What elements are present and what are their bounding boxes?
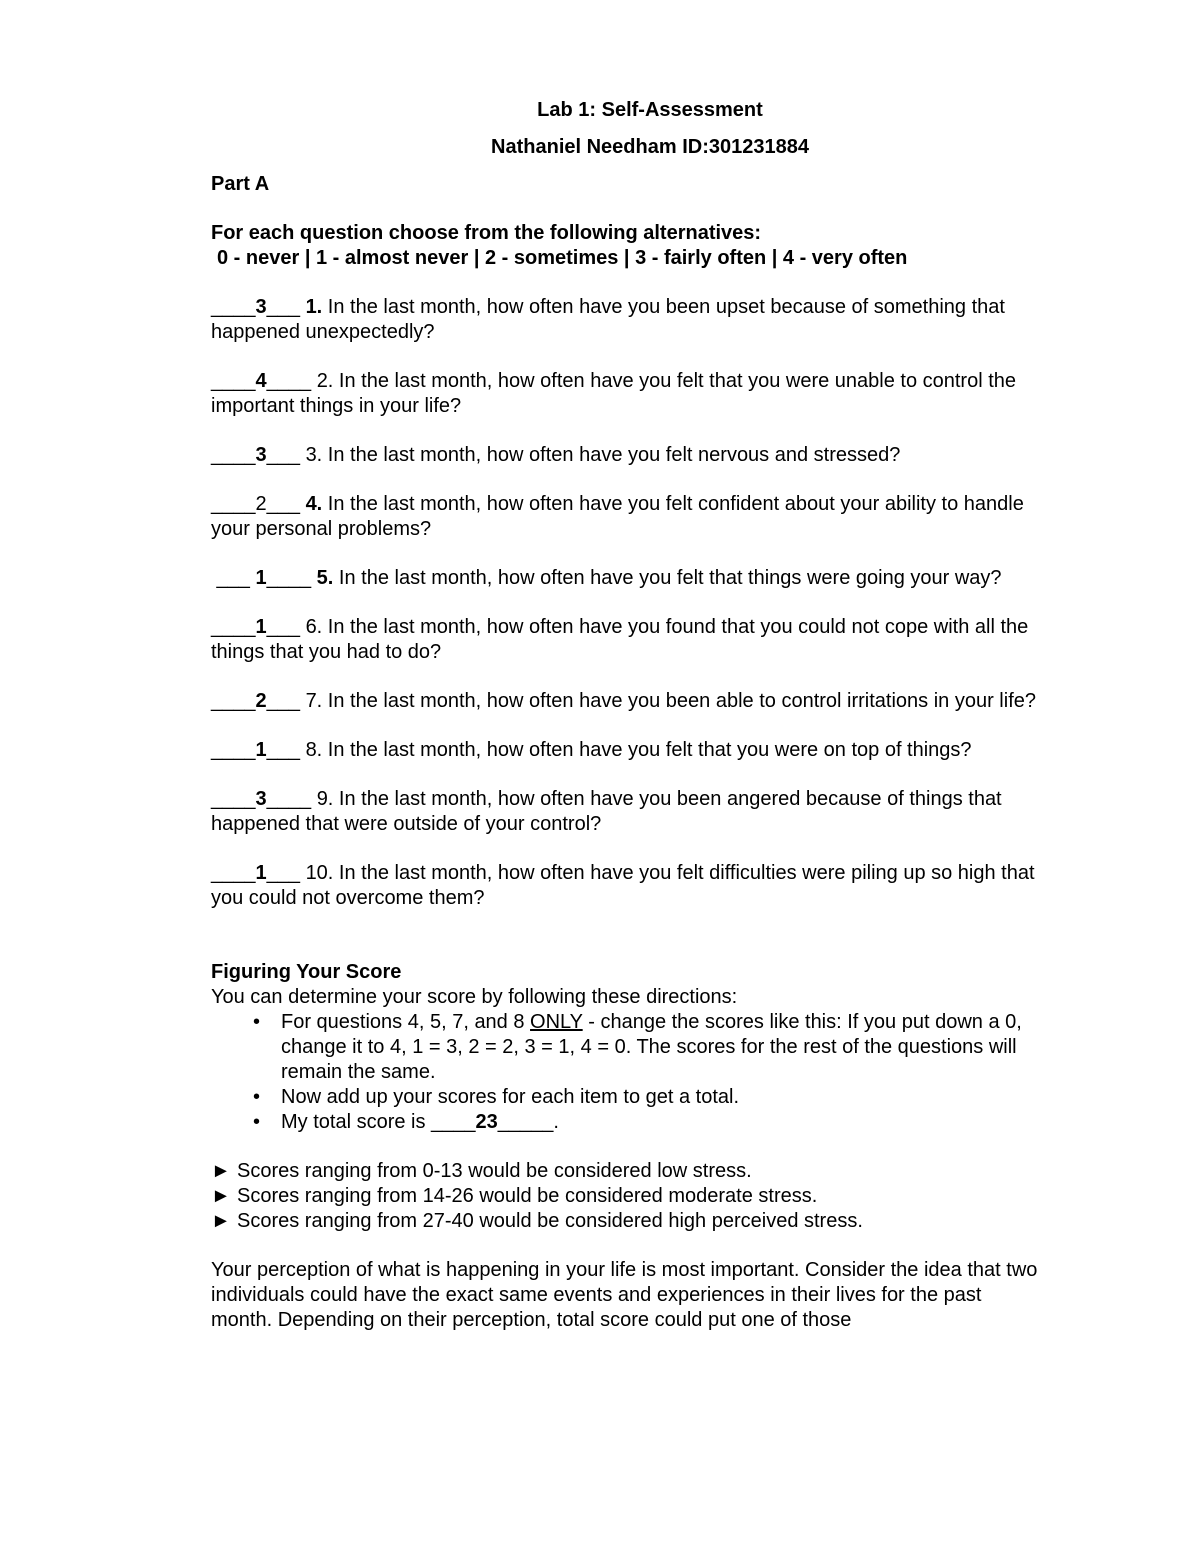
answer-value: 2 [255, 690, 267, 712]
closing-paragraph: Your perception of what is happening in your life is most important. Consider the idea that two individuals could have the exact same events and experiences in their lives for the past month. Depending on their perception, total score could put one of those [211, 1259, 1038, 1331]
range-line: ► Scores ranging from 14-26 would be considered moderate stress. [211, 1185, 818, 1207]
answer-blank: ___ [266, 862, 300, 884]
question-text: In the last month, how often have you felt nervous and stressed? [322, 444, 901, 466]
arrow-icon: ► [211, 1185, 231, 1207]
answer-blank: ____ [266, 788, 312, 810]
answer-value: 3 [255, 296, 267, 318]
answer-value: 3 [255, 444, 267, 466]
answer-blank: ____ [211, 370, 256, 392]
question-number: 8. [305, 739, 323, 761]
answer-blank: ___ [266, 493, 300, 515]
score-intro: You can determine your score by following these directions: [211, 986, 738, 1008]
answer-value: 1 [255, 567, 267, 589]
question-item [211, 689, 1041, 714]
question-number: 4. [305, 493, 323, 515]
instruction-text: For each question choose from the following alternatives: [211, 222, 762, 244]
answer-blank: ____ [266, 370, 312, 392]
answer-blank: ____ [211, 444, 256, 466]
question-number: 7. [305, 690, 323, 712]
score-heading: Figuring Your Score [211, 961, 402, 983]
answer-value: 2 [255, 493, 267, 515]
question-number: 6. [305, 616, 323, 638]
question-item [211, 738, 1041, 763]
bullet-icon: • [253, 1111, 261, 1133]
answer-blank: ____ [211, 296, 256, 318]
answer-blank: ____ [211, 493, 256, 515]
answer-blank: ___ [266, 690, 300, 712]
bullet-icon: • [253, 1011, 261, 1033]
answer-blank: ____ [211, 616, 256, 638]
score-directions [211, 1010, 1041, 1135]
author-line: Nathaniel Needham ID:301231884 [491, 136, 809, 158]
answer-blank: ____ [211, 862, 256, 884]
answer-blank: ___ [266, 296, 300, 318]
question-item [211, 295, 1041, 345]
question-number: 2. [316, 370, 334, 392]
question-item [211, 615, 1041, 665]
answer-value: 3 [255, 788, 267, 810]
question-item [211, 861, 1041, 911]
question-number: 3. [305, 444, 323, 466]
answer-scale: 0 - never | 1 - almost never | 2 - sometimes | 3 - fairly often | 4 - very often [217, 247, 908, 269]
question-number: 1. [305, 296, 323, 318]
question-list [211, 295, 1041, 911]
only-emphasis: ONLY [530, 1011, 583, 1033]
answer-blank: ___ [211, 567, 256, 589]
question-text: In the last month, how often have you felt difficulties were piling up so high that you could not overcome them? [211, 862, 1035, 909]
question-item [211, 369, 1041, 419]
question-item [211, 492, 1041, 542]
answer-blank: ____ [211, 788, 256, 810]
range-line: ► Scores ranging from 0-13 would be considered low stress. [211, 1160, 752, 1182]
answer-blank: ___ [266, 616, 300, 638]
answer-value: 1 [255, 739, 267, 761]
question-text: In the last month, how often have you felt that you were unable to control the important things in your life? [211, 370, 1017, 417]
part-a-heading: Part A [211, 173, 270, 195]
answer-value: 1 [255, 616, 267, 638]
range-line: ► Scores ranging from 27-40 would be considered high perceived stress. [211, 1210, 863, 1232]
score-ranges [211, 1159, 1041, 1234]
answer-value: 4 [255, 370, 267, 392]
question-text: In the last month, how often have you felt that you were on top of things? [322, 739, 972, 761]
arrow-icon: ► [211, 1160, 231, 1182]
direction-item: • Now add up your scores for each item to get a total. [253, 1086, 740, 1108]
question-item [211, 443, 1041, 468]
question-item [211, 566, 1041, 591]
document-page [211, 98, 1041, 1333]
question-text: In the last month, how often have you been upset because of something that happened unexpectedly? [211, 296, 1005, 343]
question-text: In the last month, how often have you felt confident about your ability to handle your personal problems? [211, 493, 1024, 540]
answer-blank: ___ [266, 444, 300, 466]
answer-blank: ____ [266, 567, 312, 589]
question-number: 5. [316, 567, 334, 589]
document-title: Lab 1: Self-Assessment [537, 99, 763, 121]
total-score: 23 [475, 1111, 498, 1133]
question-item [211, 787, 1041, 837]
question-text: In the last month, how often have you been able to control irritations in your life? [322, 690, 1036, 712]
direction-item: • My total score is ____23_____. [253, 1111, 559, 1133]
arrow-icon: ► [211, 1210, 231, 1232]
answer-blank: ____ [211, 690, 256, 712]
question-text: In the last month, how often have you been angered because of things that happened that were outside of your control? [211, 788, 1002, 835]
bullet-icon: • [253, 1086, 261, 1108]
answer-value: 1 [255, 862, 267, 884]
answer-blank: ____ [211, 739, 256, 761]
question-number: 10. [305, 862, 334, 884]
question-text: In the last month, how often have you found that you could not cope with all the things that you had to do? [211, 616, 1029, 663]
question-number: 9. [316, 788, 334, 810]
question-text: In the last month, how often have you felt that things were going your way? [333, 567, 1002, 589]
direction-item: • For questions 4, 5, 7, and 8 ONLY - change the scores like this: If you put down a 0, change it to 4, 1 = 3, 2 = 2, 3 = 1, 4 = 0. The scores for the rest of the questions will remain the same. [253, 1011, 1022, 1083]
answer-blank: ___ [266, 739, 300, 761]
